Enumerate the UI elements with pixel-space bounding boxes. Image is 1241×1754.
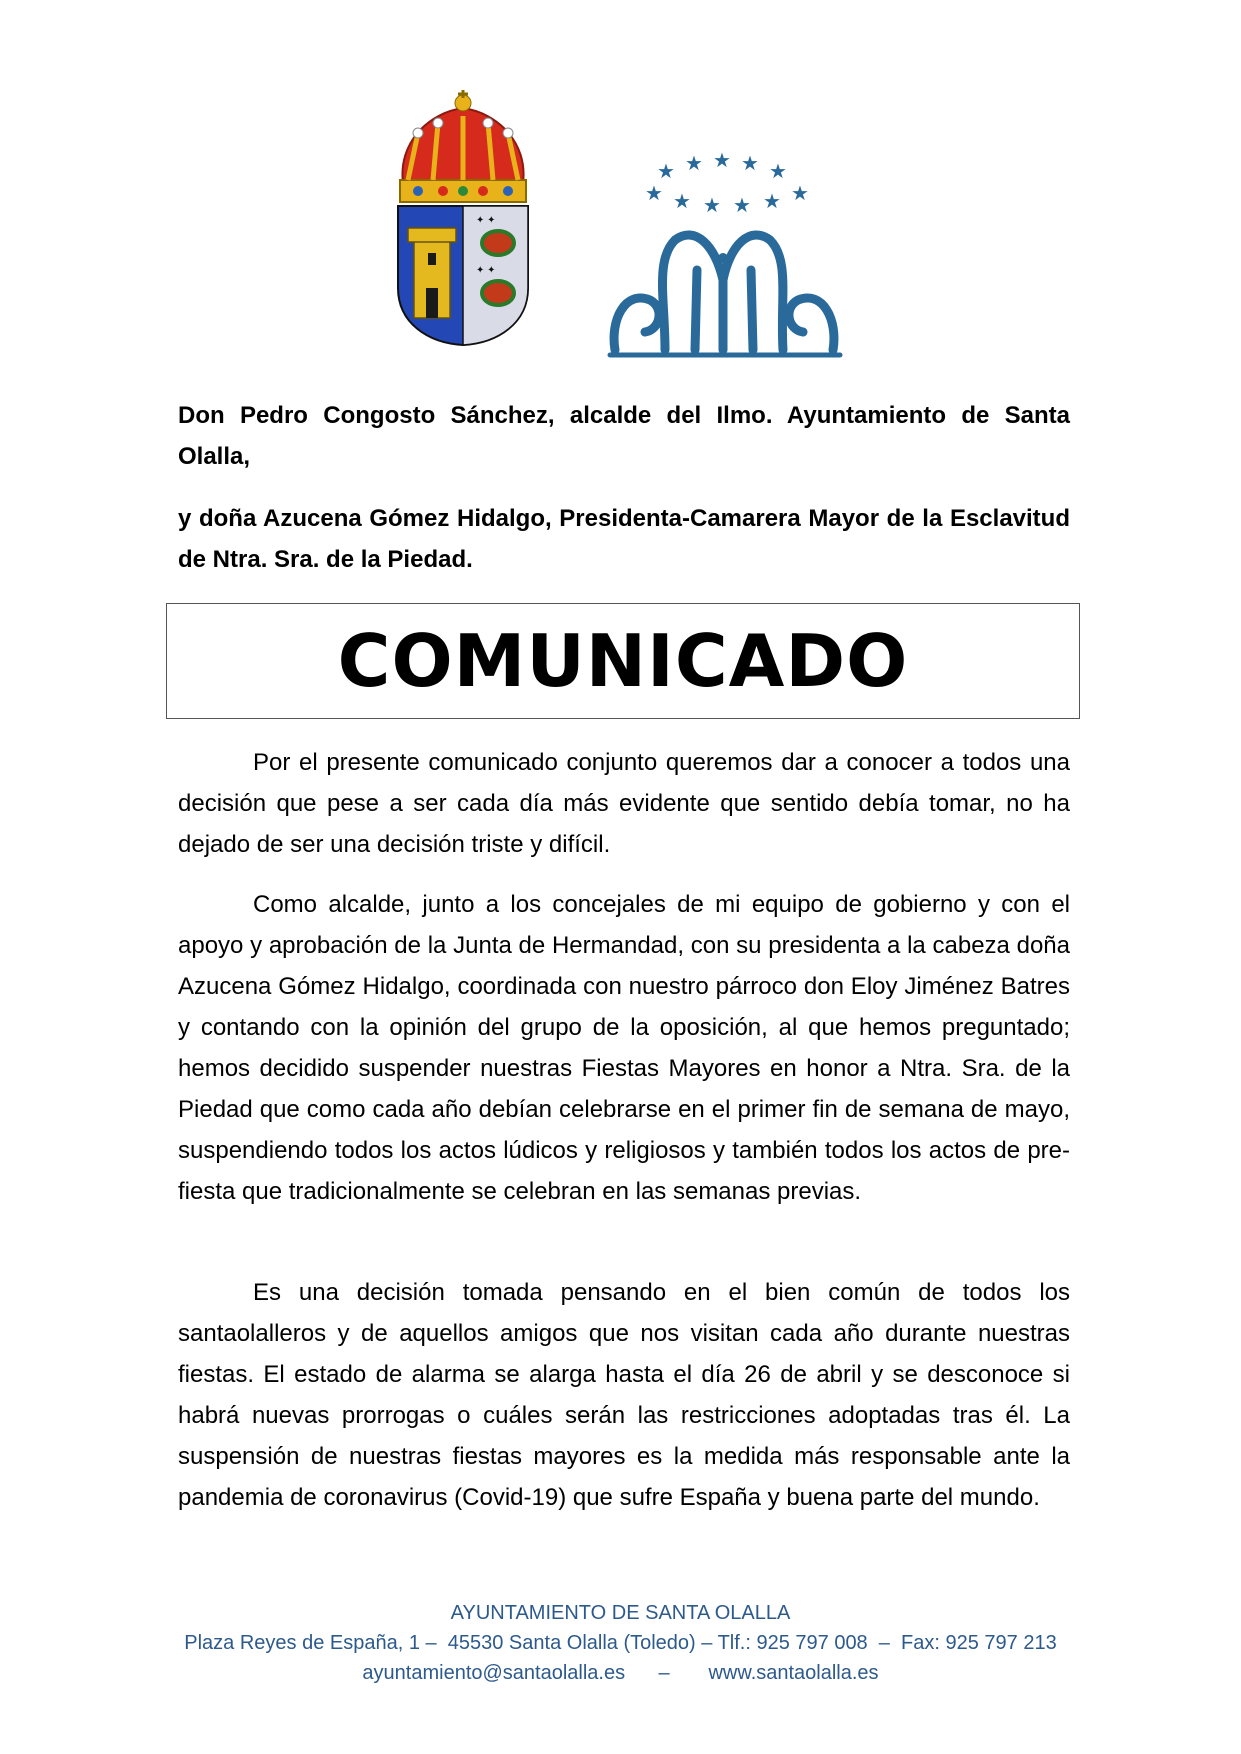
paragraph-1: Por el presente comunicado conjunto queremos dar a conocer a todos una decisión que pese a ser cada día más evidente que sentido debía tomar, no ha dejado de ser una decisión triste y difícil. [178,749,1070,858]
svg-text:★: ★ [673,189,691,213]
svg-text:★: ★ [713,148,731,172]
title-box [166,603,1080,719]
marian-monogram-icon [605,100,845,430]
svg-text:★: ★ [733,193,751,217]
svg-text:★: ★ [791,181,809,205]
coat-of-arms-icon [388,88,538,346]
header-president: y doña Azucena Gómez Hidalgo, Presidenta-Camarera Mayor de la Esclavitud de Ntra. Sra. de la Piedad. [178,505,1070,573]
svg-text:✦ ✦: ✦ ✦ [476,265,496,276]
svg-text:★: ★ [645,181,663,205]
header-mayor: Don Pedro Congosto Sánchez, alcalde del Ilmo. Ayuntamiento de Santa Olalla, [178,402,1070,470]
svg-text:★: ★ [685,151,703,175]
document-title: COMUNICADO [337,619,909,703]
footer [0,1598,1241,1688]
svg-text:✦ ✦: ✦ ✦ [476,215,496,226]
svg-text:★: ★ [769,159,787,183]
footer-address: Plaza Reyes de España, 1 – 45530 Santa Olalla (Toledo) – Tlf.: 925 797 008 – Fax: 925 797 213 [184,1632,1057,1654]
svg-text:★: ★ [703,193,721,217]
crown-icon [400,90,526,202]
svg-text:★: ★ [741,151,759,175]
svg-text:★: ★ [763,189,781,213]
logos [0,88,1241,348]
paragraph-3: Es una decisión tomada pensando en el bien común de todos los santaolalleros y de aquellos amigos que nos visitan cada año durante nuestras fiestas. El estado de alarma se alarga hasta el día 26 de abril y se desconoce si habrá nuevas prorrogas o cuáles serán las restricciones adoptadas tras él. La suspensión de nuestras fiestas mayores es la medida más responsable ante la pandemia de coronavirus (Covid-19) que sufre España y buena parte del mundo. [178,1279,1070,1511]
paragraph-2: Como alcalde, junto a los concejales de mi equipo de gobierno y con el apoyo y aprobación de la Junta de Hermandad, con su presidenta a la cabeza doña Azucena Gómez Hidalgo, coordinada con nuestro párroco don Eloy Jiménez Batres y contando con la opinión del grupo de la oposición, al que hemos preguntado; hemos decidido suspender nuestras Fiestas Mayores en honor a Ntra. Sra. de la Piedad que como cada año debían celebrarse en el primer fin de semana de mayo, suspendiendo todos los actos lúdicos y religiosos y también todos los actos de pre-fiesta que tradicionalmente se celebran en las semanas previas. [178,891,1070,1205]
footer-org: AYUNTAMIENTO DE SANTA OLALLA [450,1602,791,1624]
footer-contact: ayuntamiento@santaolalla.es – www.santaolalla.es [362,1662,879,1684]
svg-text:★: ★ [657,159,675,183]
